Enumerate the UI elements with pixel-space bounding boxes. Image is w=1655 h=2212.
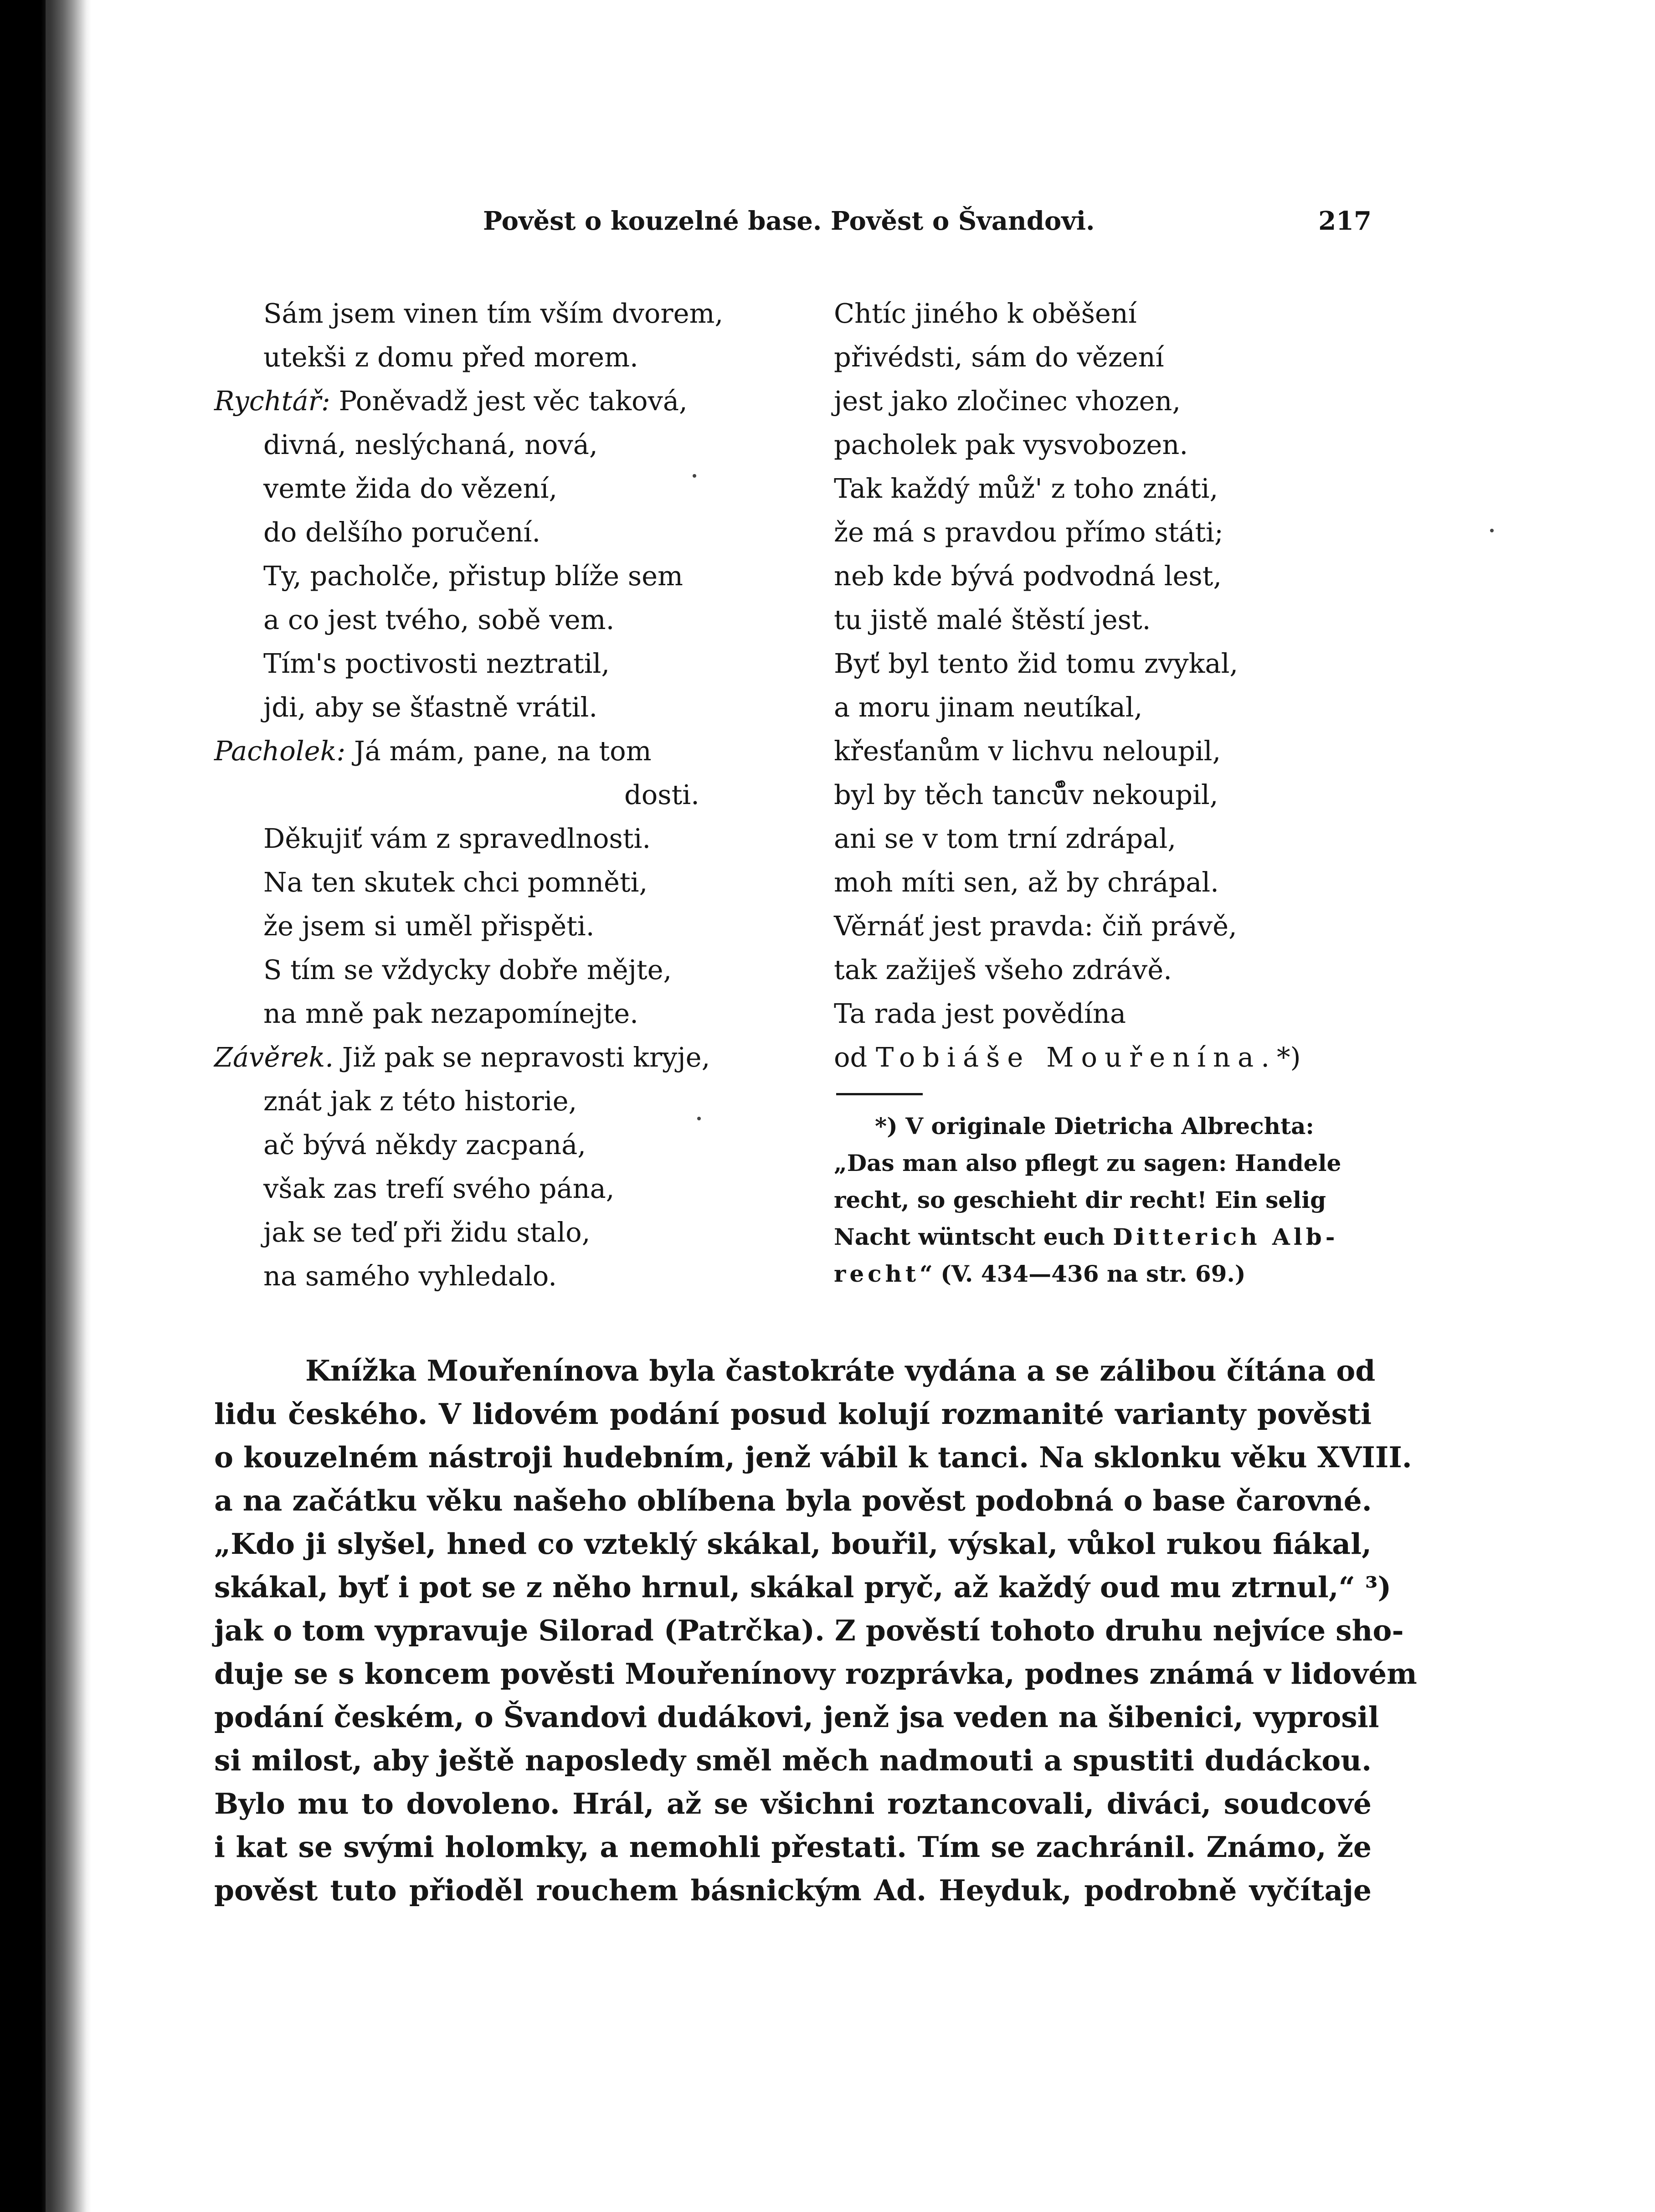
footnote-name: recht <box>834 1260 920 1287</box>
verse-left-column <box>214 292 761 1298</box>
speaker-label: Pacholek: <box>214 735 346 767</box>
verse-text: Já mám, pane, na tom <box>345 735 652 767</box>
page-number: 217 <box>1318 206 1372 236</box>
spine-shadow <box>46 0 64 2212</box>
verse-line: Tím's poctivosti neztratil, <box>263 648 610 679</box>
verse-line: Věrnáť jest pravda: čiň právě, <box>834 910 1237 942</box>
footnote-line: recht, so geschieht dir recht! Ein selig <box>834 1186 1326 1213</box>
verse-line: do delšího poručení. <box>263 516 541 548</box>
verse-line: Tak každý můž' z toho znáti, <box>834 473 1218 504</box>
prose-paragraph <box>214 1349 1417 1912</box>
verse-line: neb kde bývá podvodná lest, <box>834 560 1222 592</box>
verse-line: znát jak z této historie, <box>263 1085 577 1117</box>
verse-line: Ta rada jest povědína <box>834 998 1126 1029</box>
verse-line: moh míti sen, až by chrápal. <box>834 866 1219 898</box>
verse-line-speaker <box>214 379 761 423</box>
verse-line: jdi, aby se šťastně vrátil. <box>263 691 598 723</box>
verse-line: Chtíc jiného k oběšení <box>834 298 1137 329</box>
verse-line: jak se teď při židu stalo, <box>263 1217 591 1248</box>
prose-line: si milost, aby ještě naposledy směl měch nadmouti a spustiti dudáckou. <box>214 1743 1372 1777</box>
verse-text: od <box>834 1042 876 1073</box>
prose-line: „Kdo ji slyšel, hned co vzteklý skákal, bouřil, výskal, vůkol rukou fiákal, <box>214 1527 1372 1561</box>
footnote-marker: *) <box>1276 1042 1301 1073</box>
running-header <box>483 201 1372 242</box>
verse-line: přivédsti, sám do vězení <box>834 341 1164 373</box>
prose-line: o kouzelném nástroji hudebním, jenž vábil k tanci. Na sklonku věku XVIII. <box>214 1440 1412 1474</box>
prose-line: duje se s koncem pověsti Mouřenínovy rozprávka, podnes známá v lidovém <box>214 1657 1417 1691</box>
verse-line: tak zažiješ všeho zdrávě. <box>834 954 1172 985</box>
footnote-text: Nacht wüntscht euch <box>834 1223 1113 1250</box>
verse-line: pacholek pak vysvobozen. <box>834 429 1188 460</box>
footnote-line: *) V originale Dietricha Albrechta: <box>875 1113 1314 1140</box>
verse-text: Poněvadž jest věc taková, <box>330 385 688 417</box>
verse-line: divná, neslýchaná, nová, <box>263 429 598 460</box>
verse-line-speaker <box>214 729 761 773</box>
verse-line: Byť byl tento žid tomu zvykal, <box>834 648 1239 679</box>
footnote-line <box>834 1218 1372 1255</box>
verse-line: křesťanům v lichvu neloupil, <box>834 735 1221 767</box>
speaker-label: Rychtář: <box>214 385 330 417</box>
prose-line: skákal, byť i pot se z něho hrnul, skákal pryč, až každý oud mu ztrnul,“ ³) <box>214 1570 1392 1604</box>
verse-line: však zas trefí svého pána, <box>263 1173 615 1204</box>
verse-right-column <box>834 292 1381 1079</box>
footnote-line: „Das man also pflegt zu sagen: Handele <box>834 1150 1341 1176</box>
verse-line-attribution <box>834 1036 1381 1079</box>
verse-text: Již pak se nepravosti kryje, <box>334 1042 710 1073</box>
verse-line: Ty, pacholče, přistup blíže sem <box>263 560 683 592</box>
paper-speck <box>693 474 696 478</box>
prose-line: a na začátku věku našeho oblíbena byla pověst podobná o base čarovné. <box>214 1484 1372 1517</box>
footnote-line <box>834 1255 1372 1292</box>
verse-line: Sám jsem vinen tím vším dvorem, <box>263 298 724 329</box>
footnote-text: “ (V. 434—436 na str. 69.) <box>920 1260 1246 1287</box>
prose-line: lidu českého. V lidovém podání posud kolují rozmanité varianty pověsti <box>214 1397 1372 1431</box>
verse-line: jest jako zločinec vhozen, <box>834 385 1181 417</box>
verse-line: na samého vyhledalo. <box>263 1260 557 1292</box>
verse-line: S tím se vždycky dobře mějte, <box>263 954 672 985</box>
verse-line: Na ten skutek chci pomněti, <box>263 866 648 898</box>
speaker-label: Závěrek. <box>214 1042 334 1073</box>
verse-line: Děkujiť vám z spravedlnosti. <box>263 823 651 854</box>
running-title: Pověst o kouzelné base. Pověst o Švandovi. <box>483 206 1095 236</box>
author-name: Tobiáše Mouřenína. <box>876 1042 1277 1073</box>
verse-line: byl by těch tanců̊v nekoupil, <box>834 779 1218 810</box>
prose-line: podání českém, o Švandovi dudákovi, jenž jsa veden na šibenici, vyprosil <box>214 1700 1379 1734</box>
verse-line: a moru jinam neutíkal, <box>834 691 1143 723</box>
prose-line: i kat se svými holomky, a nemohli přestati. Tím se zachránil. Známo, že <box>214 1830 1372 1864</box>
verse-line: na mně pak nezapomínejte. <box>263 998 638 1029</box>
verse-line: vemte žida do vězení, <box>263 473 558 504</box>
verse-line: že jsem si uměl přispěti. <box>263 910 595 942</box>
footnote <box>834 1108 1372 1292</box>
verse-line: že má s pravdou přímo státi; <box>834 516 1223 548</box>
prose-line: pověst tuto přioděl rouchem básnickým Ad. Heyduk, podrobně vyčítaje <box>214 1873 1372 1907</box>
verse-line: utekši z domu před morem. <box>263 341 638 373</box>
footnote-rule <box>836 1093 923 1095</box>
prose-line: jak o tom vypravuje Silorad (Patrčka). Z pověstí tohoto druhu nejvíce sho- <box>214 1614 1404 1647</box>
verse-line: tu jistě malé štěstí jest. <box>834 604 1151 635</box>
footnote-name: Ditterich Alb- <box>1113 1223 1339 1250</box>
verse-line-continuation: dosti. <box>624 779 699 810</box>
paper-speck <box>697 1117 701 1120</box>
verse-line: ani se v tom trní zdrápal, <box>834 823 1177 854</box>
paper-speck <box>1490 529 1494 532</box>
verse-line-speaker <box>214 1036 761 1079</box>
prose-line: Bylo mu to dovoleno. Hrál, až se všichni roztancovali, diváci, soudcové <box>214 1787 1372 1820</box>
verse-line: ač bývá někdy zacpaná, <box>263 1129 586 1160</box>
verse-line: a co jest tvého, sobě vem. <box>263 604 615 635</box>
prose-line: Knížka Mouřenínova byla častokráte vydána a se zálibou čítána od <box>305 1354 1376 1387</box>
